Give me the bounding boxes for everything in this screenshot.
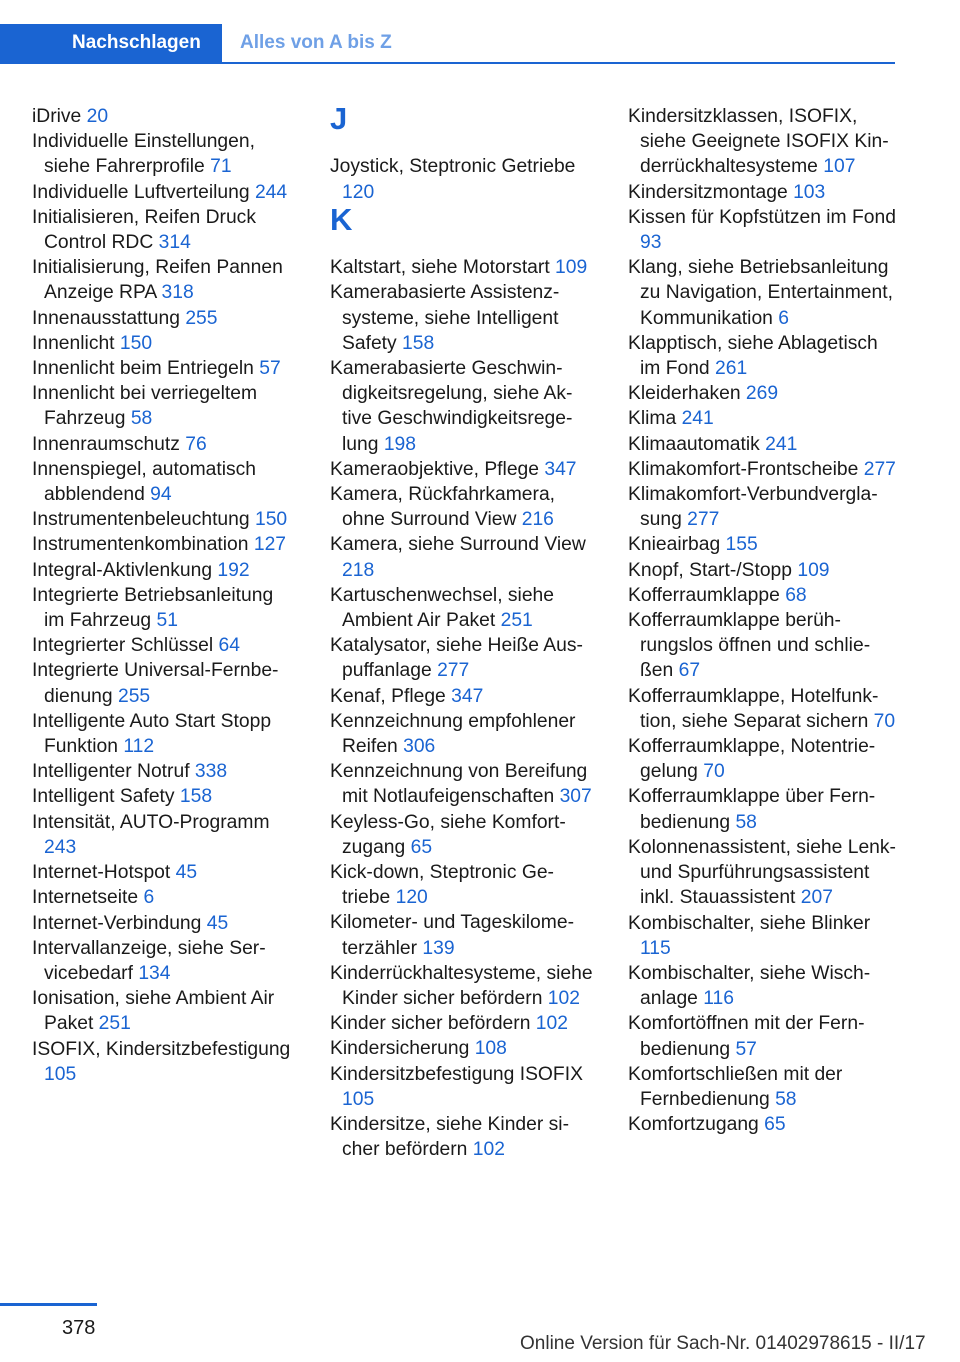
index-page-link[interactable]: 94 xyxy=(150,484,172,506)
index-entry-term: Joystick, Steptronic Getriebe xyxy=(330,156,576,178)
index-page-link[interactable]: 65 xyxy=(410,836,433,858)
index-entry xyxy=(32,583,296,633)
index-entry-term: Integrierte Universal-Fernbedienung xyxy=(32,660,279,707)
index-entry-term: Kaltstart, siehe Motorstart xyxy=(330,257,556,279)
index-entry-term: Keyless-Go, siehe Komfortzugang xyxy=(330,811,566,858)
index-page-link[interactable]: 243 xyxy=(44,836,77,858)
index-entry xyxy=(330,583,595,633)
index-entry xyxy=(330,1011,595,1036)
index-page-link[interactable]: 70 xyxy=(873,710,896,732)
tab-alles-von-a-bis-z[interactable]: Alles von A bis Z xyxy=(240,32,392,53)
index-entry xyxy=(330,1036,595,1061)
index-page-link[interactable]: 64 xyxy=(218,635,240,657)
index-entry xyxy=(330,910,595,960)
index-entry xyxy=(32,759,296,784)
index-entry xyxy=(628,381,896,406)
index-page-link[interactable]: 218 xyxy=(342,559,375,581)
index-entry xyxy=(628,255,896,331)
index-page-link[interactable]: 108 xyxy=(474,1038,507,1060)
index-entry xyxy=(628,608,896,684)
tab-nachschlagen[interactable]: Nachschlagen xyxy=(0,24,222,62)
index-entry-term: Ionisation, siehe Ambient Air Paket xyxy=(32,988,275,1035)
index-entry xyxy=(32,633,296,658)
index-entry xyxy=(330,280,595,356)
index-page-link[interactable]: 198 xyxy=(383,433,416,455)
index-entry-term: Komfortzugang xyxy=(628,1114,765,1136)
index-page-link[interactable]: 102 xyxy=(472,1139,505,1161)
index-entry xyxy=(628,432,896,457)
index-entry-term: Kindersitzmontage xyxy=(628,181,794,203)
index-entry xyxy=(628,911,896,961)
index-entry-term: Kleiderhaken xyxy=(628,383,746,405)
index-page-link[interactable]: 244 xyxy=(254,181,288,203)
index-page-link[interactable]: 318 xyxy=(161,282,194,304)
index-entry-term: Komfortöffnen mit der Fernbedienung xyxy=(628,1013,865,1060)
index-entry-term: Kamera, siehe Surround View xyxy=(330,534,586,556)
index-entry-term: Kindersitzklassen, ISOFIX, siehe Geeignete ISOFIX Kinderrückhaltesysteme xyxy=(628,106,889,178)
index-page-link[interactable]: 6 xyxy=(778,307,789,329)
index-entry xyxy=(330,154,595,204)
index-page-link[interactable]: 261 xyxy=(715,358,748,380)
index-column-3 xyxy=(628,104,896,1137)
index-entry xyxy=(32,306,296,331)
index-entry xyxy=(628,104,896,180)
index-entry xyxy=(32,457,296,507)
index-page-link[interactable]: 158 xyxy=(402,332,435,354)
index-entry xyxy=(628,457,896,482)
index-entry-term: Instrumentenbeleuchtung xyxy=(32,509,255,531)
index-entry xyxy=(32,936,296,986)
index-page-link[interactable]: 155 xyxy=(725,534,758,556)
index-entry xyxy=(628,784,896,834)
index-entry-term: Initialisierung, Reifen Pannen Anzeige RPA xyxy=(32,257,283,304)
index-entry-term: Kofferraumklappe xyxy=(628,584,786,606)
index-entry-term: Internet-Hotspot xyxy=(32,862,176,884)
index-entry-term: Kilometer- und Tageskilometerzähler xyxy=(330,912,574,959)
index-entry-term: Kamerabasierte Assistenzsysteme, siehe Intelligent Safety xyxy=(330,282,560,354)
index-entry-term: Kindersitze, siehe Kinder sicher befördern xyxy=(330,1114,569,1161)
index-entry-term: Katalysator, siehe Heiße Auspuffanlage xyxy=(330,635,583,682)
index-entry-term: Kofferraumklappe über Fernbedienung xyxy=(628,786,876,833)
index-entry xyxy=(32,331,296,356)
index-page-link[interactable]: 107 xyxy=(823,156,856,178)
index-page-link[interactable]: 115 xyxy=(640,937,671,959)
index-entry xyxy=(330,356,595,457)
index-entry xyxy=(32,1037,296,1087)
index-page-link[interactable]: 51 xyxy=(156,610,178,632)
index-page-link[interactable]: 109 xyxy=(797,559,830,581)
index-entry xyxy=(330,457,595,482)
online-version-note: Online Version für Sach-Nr. 01402978615 - II/17 xyxy=(520,1333,926,1354)
index-entry-term: Initialisieren, Reifen Druck Control RDC xyxy=(32,206,256,254)
index-entry xyxy=(628,558,896,583)
index-entry-term: Kenaf, Pflege xyxy=(330,685,452,707)
index-entry-term: Kofferraumklappe berührungslos öffnen und schließen xyxy=(628,610,871,682)
index-column-1 xyxy=(32,104,296,1087)
index-page-link[interactable]: 76 xyxy=(185,433,207,455)
index-entry-term: Intelligente Auto Start Stopp Funktion xyxy=(32,710,272,758)
index-entry xyxy=(628,1062,896,1112)
index-entry xyxy=(330,1112,595,1162)
index-page-link[interactable]: 158 xyxy=(179,786,213,808)
index-page-link[interactable]: 251 xyxy=(500,610,533,632)
index-entry-term: Innenlicht bei verriegeltem Fahrzeug xyxy=(32,383,258,430)
index-page-link[interactable]: 57 xyxy=(259,358,281,380)
index-entry-term: Intervallanzeige, siehe Servicebedarf xyxy=(32,937,266,984)
index-entry-term: Komfortschließen mit der Fernbedienung xyxy=(628,1063,843,1110)
index-entry xyxy=(628,583,896,608)
index-page-link[interactable]: 338 xyxy=(194,761,228,783)
index-entry-term: Kofferraumklappe, Hotelfunktion, siehe Separat sichern xyxy=(628,685,879,732)
index-entry xyxy=(32,810,296,860)
index-entry-term: Kartuschenwechsel, siehe Ambient Air Paket xyxy=(330,584,555,632)
index-page-link[interactable]: 58 xyxy=(775,1088,797,1110)
index-entry-term: Kombischalter, siehe Wischanlage xyxy=(628,962,871,1010)
index-entry-term: Instrumentenkombination xyxy=(32,534,254,556)
index-page-link[interactable]: 70 xyxy=(703,761,725,783)
index-page-link[interactable]: 58 xyxy=(735,811,757,833)
index-entry xyxy=(330,255,595,280)
index-page-link[interactable]: 251 xyxy=(98,1013,131,1035)
index-page-link[interactable]: 347 xyxy=(544,458,577,480)
index-page-link[interactable]: 65 xyxy=(764,1114,786,1136)
index-page-link[interactable]: 120 xyxy=(342,181,375,203)
index-entry-term: ISOFIX, Kindersitzbefestigung xyxy=(32,1038,291,1060)
index-entry-term: Knopf, Start-/Stopp xyxy=(628,559,798,581)
section-letter: J xyxy=(330,101,348,136)
index-page-link[interactable]: 45 xyxy=(175,862,198,884)
index-entry xyxy=(330,482,595,532)
index-entry xyxy=(32,885,296,910)
index-page-link[interactable]: 134 xyxy=(138,962,171,984)
index-entry-term: Kindersitzbefestigung ISOFIX xyxy=(330,1063,583,1085)
index-page-link[interactable]: 241 xyxy=(681,408,714,430)
index-entry-term: Klima xyxy=(628,408,682,430)
index-entry-term: Integrierter Schlüssel xyxy=(32,635,219,657)
index-page-link[interactable]: 57 xyxy=(735,1038,757,1060)
index-entry-term: Kameraobjektive, Pflege xyxy=(330,458,545,480)
index-entry-term: Innenraumschutz xyxy=(32,433,186,455)
index-entry-term: iDrive xyxy=(32,106,87,127)
index-column-2 xyxy=(330,101,595,1163)
index-page-link[interactable]: 105 xyxy=(342,1088,375,1110)
index-page-link[interactable]: 109 xyxy=(555,257,588,279)
index-entry-term: Internet-Verbindung xyxy=(32,912,207,934)
index-entry xyxy=(32,532,296,557)
index-entry xyxy=(628,406,896,431)
index-entry-term: Kamerabasierte Geschwindigkeitsregelung, siehe Aktive Geschwindigkeitsregelung xyxy=(330,358,573,455)
index-entry xyxy=(32,381,296,431)
index-page-link[interactable]: 277 xyxy=(687,509,720,531)
index-entry-term: Kinderrückhaltesysteme, siehe Kinder sicher befördern xyxy=(330,962,593,1010)
index-entry xyxy=(32,507,296,532)
index-entry-term: Kombischalter, siehe Blinker xyxy=(628,912,871,934)
index-page-link[interactable]: 45 xyxy=(206,912,229,934)
index-page-link[interactable]: 6 xyxy=(143,887,155,909)
index-page-link[interactable]: 127 xyxy=(253,534,287,556)
index-entry xyxy=(32,356,296,381)
index-entry-term: Klimakomfort-Frontscheibe xyxy=(628,458,864,480)
index-entry-term: Integral-Aktivlenkung xyxy=(32,559,218,581)
index-entry-term: Klapptisch, siehe Ablagetisch im Fond xyxy=(628,332,878,380)
index-page-link[interactable]: 116 xyxy=(703,988,735,1010)
index-entry-term: Kamera, Rückfahrkamera, ohne Surround View xyxy=(330,484,556,531)
index-entry-term: Individuelle Luftverteilung xyxy=(32,181,255,203)
index-entry xyxy=(628,532,896,557)
page-header xyxy=(0,24,895,64)
index-page-link[interactable]: 307 xyxy=(559,786,592,808)
index-entry xyxy=(32,205,296,255)
index-page-link[interactable]: 150 xyxy=(119,332,153,354)
index-entry xyxy=(330,684,595,709)
index-page-link[interactable]: 241 xyxy=(765,433,798,455)
index-entry xyxy=(32,911,296,936)
index-entry-term: Innenlicht xyxy=(32,332,120,354)
index-entry xyxy=(330,961,595,1011)
index-entry-term: Kindersicherung xyxy=(330,1038,475,1060)
section-letter: K xyxy=(330,201,353,237)
index-page-link[interactable]: 68 xyxy=(785,584,807,606)
index-entry xyxy=(330,759,595,809)
index-entry xyxy=(330,633,595,683)
index-entry xyxy=(32,104,296,129)
index-entry xyxy=(628,1011,896,1061)
index-entry xyxy=(32,558,296,583)
index-entry xyxy=(32,784,296,809)
index-page-link[interactable]: 150 xyxy=(254,509,288,531)
index-entry xyxy=(628,1112,896,1137)
index-page-link[interactable]: 347 xyxy=(451,685,484,707)
index-entry-term: Knieairbag xyxy=(628,534,726,556)
index-page-link[interactable]: 192 xyxy=(217,559,250,581)
index-entry xyxy=(628,331,896,381)
index-entry xyxy=(628,835,896,911)
index-page-link[interactable]: 306 xyxy=(403,736,436,758)
index-page-link[interactable]: 112 xyxy=(123,736,155,758)
index-entry-term: Klimaautomatik xyxy=(628,433,766,455)
index-entry-term: Innenspiegel, automatisch abblendend xyxy=(32,458,257,506)
index-page-link[interactable]: 103 xyxy=(793,181,826,203)
index-entry xyxy=(32,255,296,305)
index-page-link[interactable]: 255 xyxy=(117,685,151,707)
index-entry xyxy=(330,1062,595,1112)
index-page-link[interactable]: 105 xyxy=(44,1063,77,1085)
index-page-link[interactable]: 216 xyxy=(521,509,554,531)
index-entry-term: Intensität, AUTO-Programm xyxy=(32,811,270,833)
index-page-link[interactable]: 71 xyxy=(210,156,232,178)
index-page-link[interactable]: 269 xyxy=(745,383,779,405)
index-page-link[interactable]: 255 xyxy=(185,307,218,329)
index-page-link[interactable]: 102 xyxy=(547,988,580,1010)
index-page-link[interactable]: 58 xyxy=(130,408,153,430)
index-entry-term: Kofferraumklappe, Notentriegelung xyxy=(628,736,876,783)
index-entry-term: Kick-down, Steptronic Getriebe xyxy=(330,862,554,909)
index-entry-term: Individuelle Einstellungen, siehe Fahrerprofile xyxy=(32,131,255,178)
index-entry xyxy=(32,860,296,885)
index-entry-term: Kolonnenassistent, siehe Lenk- und Spurführungsassistent inkl. Stauassistent xyxy=(628,836,896,909)
index-entry xyxy=(330,810,595,860)
index-entry xyxy=(628,961,896,1011)
index-entry-term: Innenausstattung xyxy=(32,307,186,329)
index-page-link[interactable]: 314 xyxy=(158,232,191,254)
index-entry xyxy=(330,532,595,582)
index-entry xyxy=(628,482,896,532)
index-entry xyxy=(628,205,896,255)
index-page-link[interactable]: 102 xyxy=(535,1013,568,1035)
page-number: 378 xyxy=(62,1317,96,1339)
index-entry xyxy=(32,986,296,1036)
index-entry xyxy=(32,432,296,457)
index-entry-term: Kennzeichnung von Bereifung mit Notlaufeigenschaften xyxy=(330,761,588,808)
index-entry-term: Kissen für Kopfstützen im Fond xyxy=(628,206,896,228)
index-entry xyxy=(628,180,896,205)
index-page-link[interactable]: 20 xyxy=(86,106,109,127)
index-entry-term: Klang, siehe Betriebsanleitung zu Navigation, Entertainment, Kommunikation xyxy=(628,257,893,329)
index-entry-term: Kinder sicher befördern xyxy=(330,1013,536,1035)
index-entry xyxy=(32,180,296,205)
footer-rule xyxy=(0,1303,97,1306)
index-page-link[interactable]: 139 xyxy=(422,937,455,959)
index-page-link[interactable]: 67 xyxy=(678,660,701,682)
index-page-link[interactable]: 277 xyxy=(863,458,896,480)
index-page-link[interactable]: 207 xyxy=(800,887,833,909)
index-page-link[interactable]: 277 xyxy=(437,660,470,682)
index-entry-term: Kennzeichnung empfohlener Reifen xyxy=(330,710,576,758)
index-entry-term: Integrierte Betriebsanleitung im Fahrzeug xyxy=(32,584,274,632)
index-page-link[interactable]: 120 xyxy=(395,887,428,909)
index-entry-term: Intelligent Safety xyxy=(32,786,180,808)
index-entry xyxy=(330,709,595,759)
index-entry-term: Innenlicht beim Entriegeln xyxy=(32,358,260,380)
index-page-link[interactable]: 93 xyxy=(640,232,662,254)
index-entry xyxy=(330,860,595,910)
index-entry-term: Klimakomfort-Verbundverglasung xyxy=(628,484,878,531)
index-entry xyxy=(32,658,296,708)
index-entry xyxy=(32,129,296,179)
index-entry xyxy=(32,709,296,759)
index-entry-term: Internetseite xyxy=(32,887,144,909)
index-entry xyxy=(628,684,896,734)
index-entry xyxy=(628,734,896,784)
index-entry-term: Intelligenter Notruf xyxy=(32,761,195,783)
